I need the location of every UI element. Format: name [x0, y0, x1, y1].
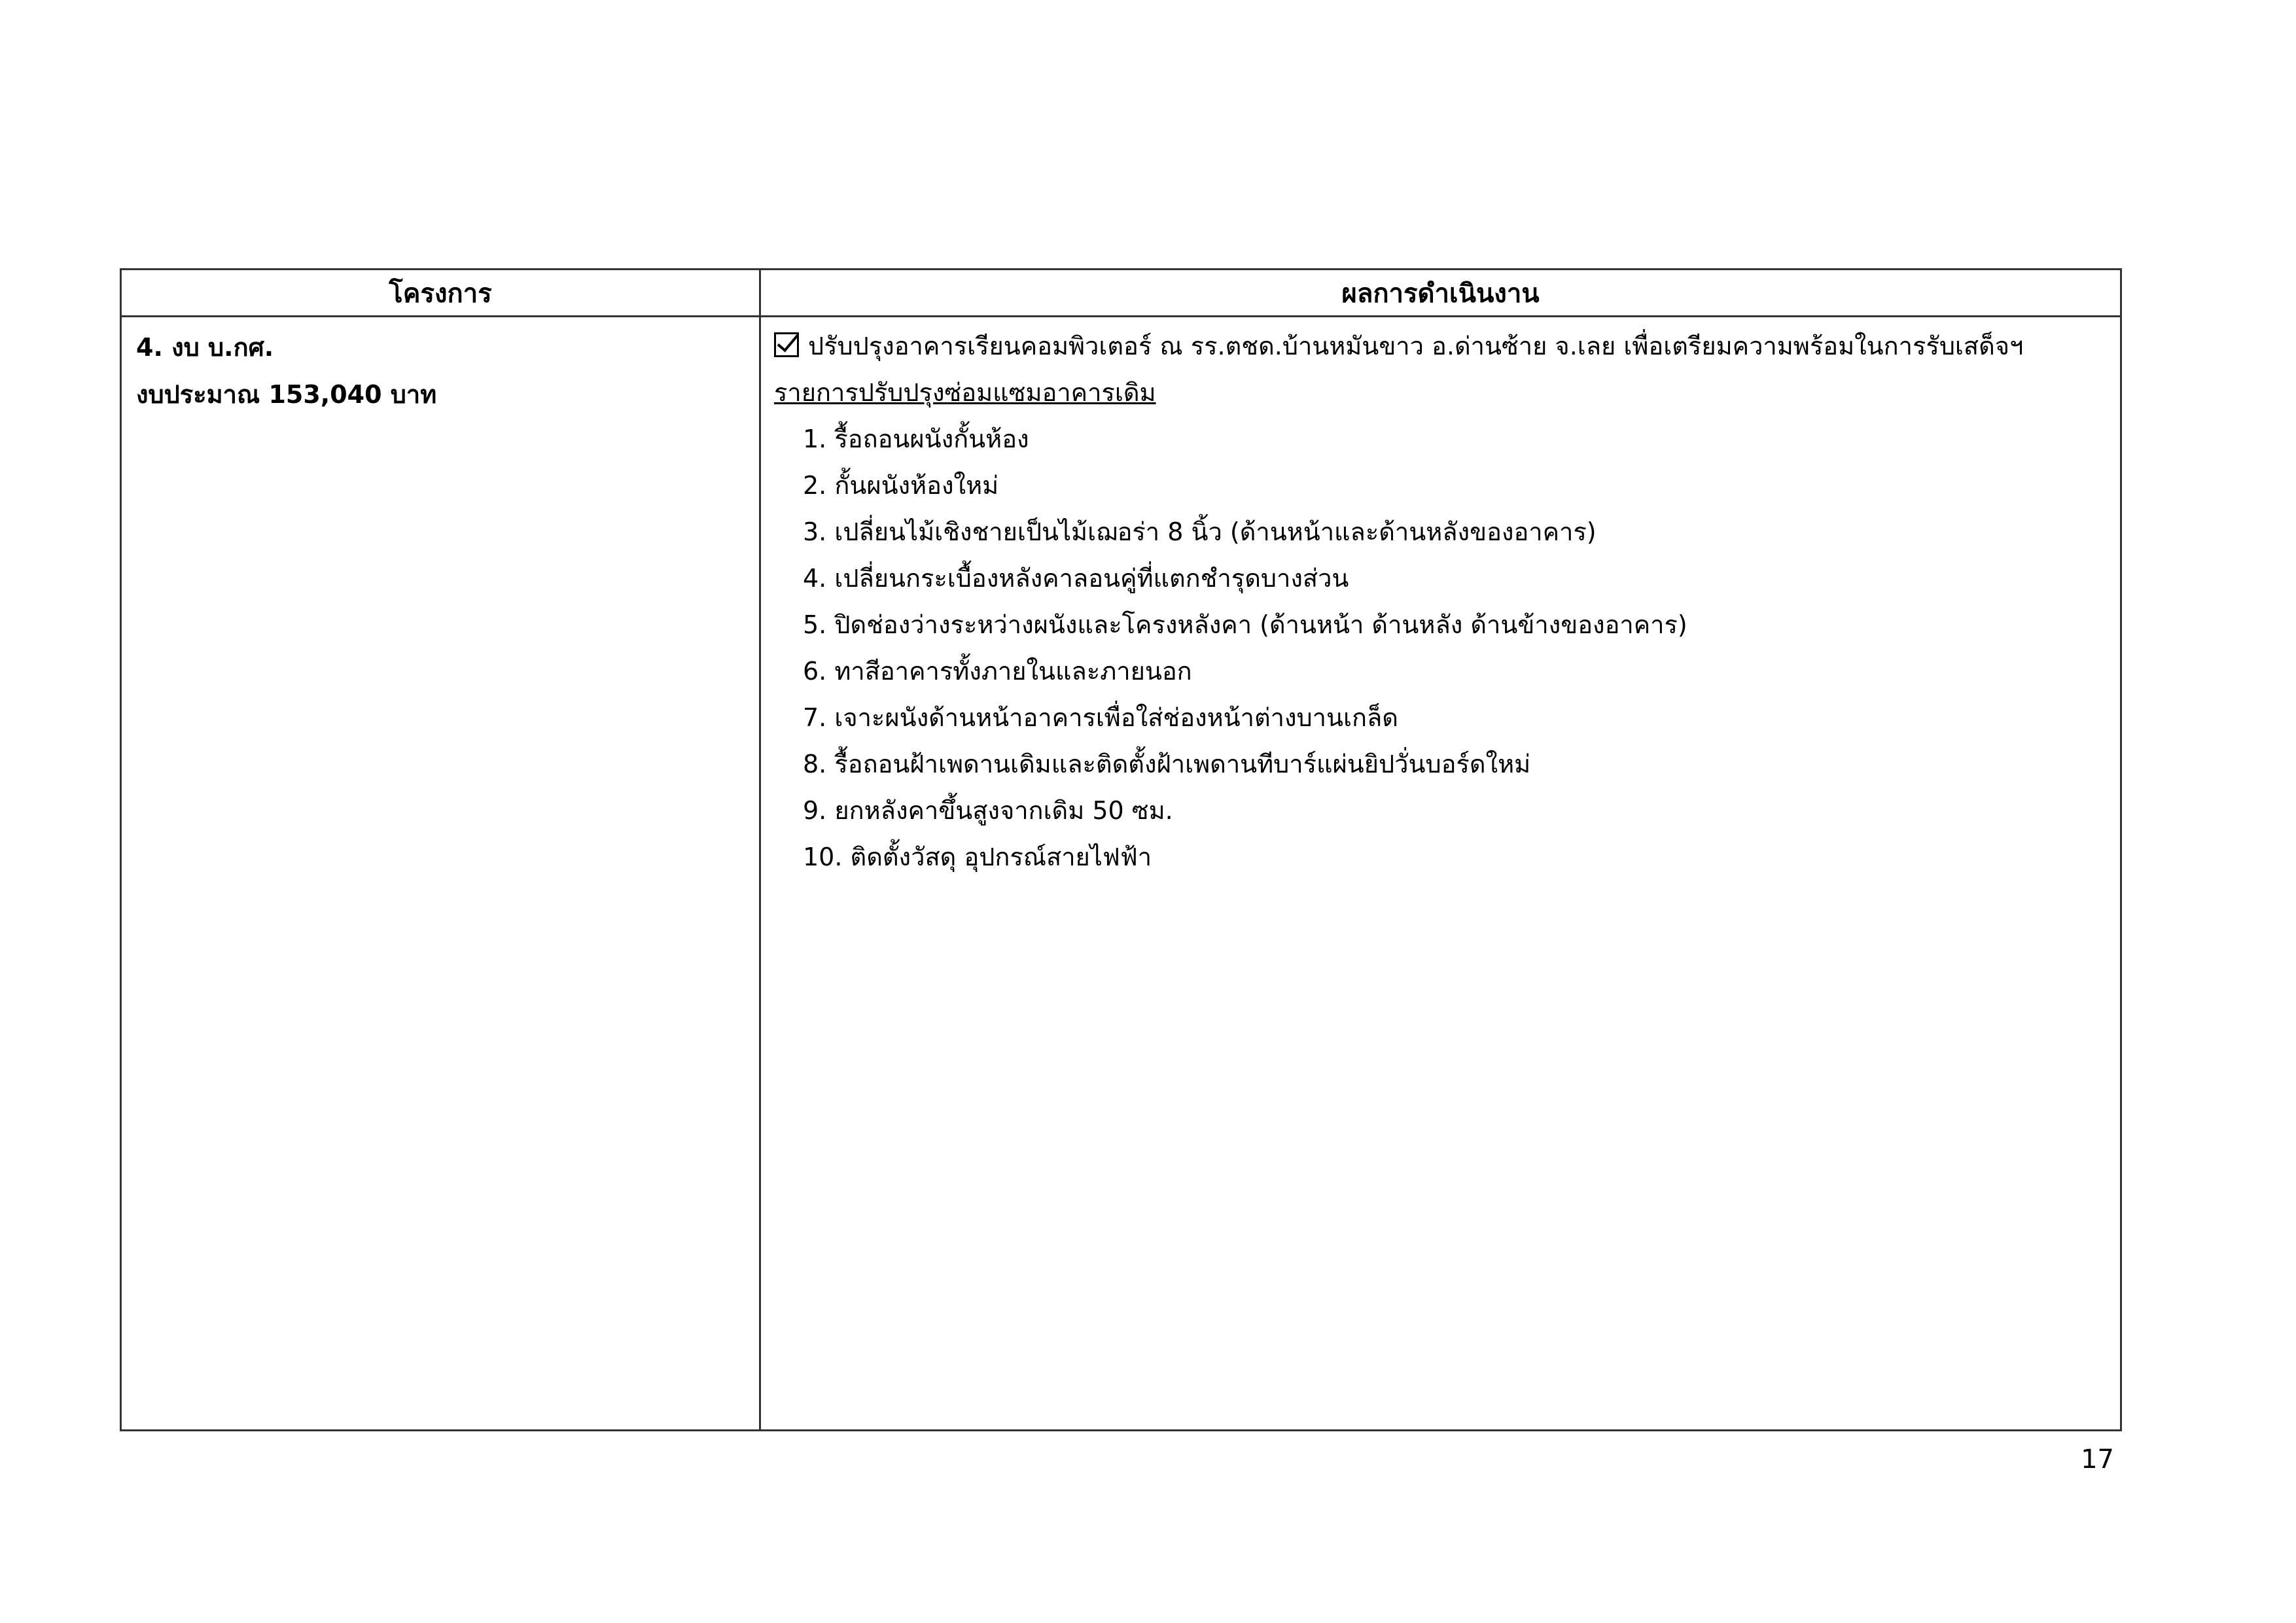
checked-item-text: ปรับปรุงอาคารเรียนคอมพิวเตอร์ ณ รร.ตชด.บ้านหมันขาว อ.ด่านซ้าย จ.เลย เพื่อเตรียมความพร้อมในการรับเสด็จฯ	[808, 332, 2024, 360]
results-cell	[761, 317, 2120, 1429]
project-name: 4. งบ บ.กศ.	[136, 333, 274, 362]
list-item: 10. ติดตั้งวัสดุ อุปกรณ์สายไฟฟ้า	[803, 843, 1152, 871]
header-results: ผลการดำเนินงาน	[761, 270, 2120, 317]
checked-item-row	[774, 325, 2107, 372]
results-subtitle: รายการปรับปรุงซ่อมแซมอาคารเดิม	[774, 378, 1156, 407]
list-item: 7. เจาะผนังด้านหน้าอาคารเพื่อใส่ช่องหน้าต่างบานเกล็ด	[803, 703, 1398, 732]
list-item: 2. กั้นผนังห้องใหม่	[803, 471, 999, 500]
checkbox-checked-icon	[774, 332, 799, 357]
repair-items-list	[774, 418, 2107, 882]
list-item: 5. ปิดช่องว่างระหว่างผนังและโครงหลังคา (ด้านหน้า ด้านหลัง ด้านข้างของอาคาร)	[803, 610, 1687, 639]
project-cell	[122, 317, 761, 1429]
header-project: โครงการ	[122, 270, 761, 317]
report-table	[120, 268, 2122, 1431]
list-item: 6. ทาสีอาคารทั้งภายในและภายนอก	[803, 657, 1192, 686]
project-budget: งบประมาณ 153,040 บาท	[136, 380, 437, 409]
page-number: 17	[2081, 1444, 2114, 1475]
list-item: 4. เปลี่ยนกระเบื้องหลังคาลอนคู่ที่แตกชำรุดบางส่วน	[803, 564, 1349, 593]
list-item: 3. เปลี่ยนไม้เชิงชายเป็นไม้เฌอร่า 8 นิ้ว (ด้านหน้าและด้านหลังของอาคาร)	[803, 517, 1597, 546]
list-item: 1. รื้อถอนผนังกั้นห้อง	[803, 425, 1029, 453]
list-item: 8. รื้อถอนฝ้าเพดานเดิมและติดตั้งฝ้าเพดานทีบาร์แผ่นยิปวั่นบอร์ดใหม่	[803, 750, 1531, 778]
list-item: 9. ยกหลังคาขึ้นสูงจากเดิม 50 ซม.	[803, 796, 1173, 825]
